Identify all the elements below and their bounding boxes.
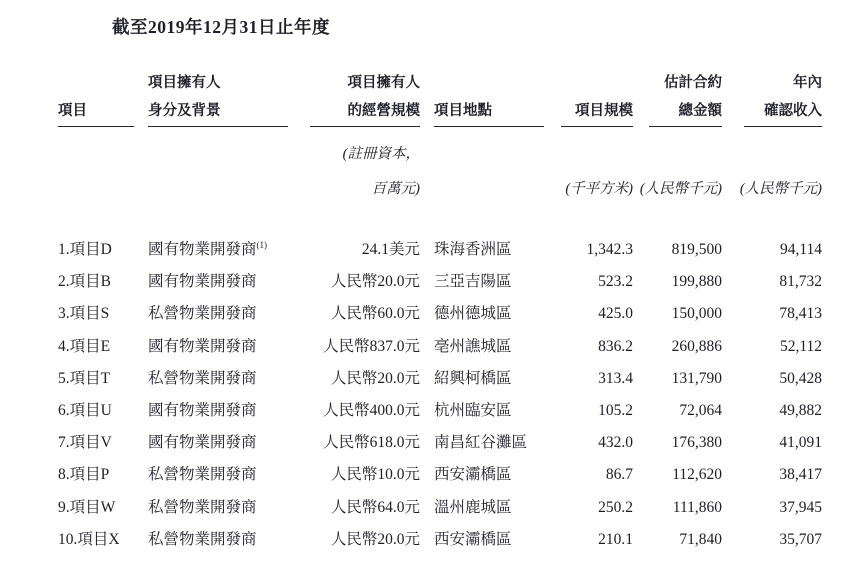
project-id-cell (58, 395, 148, 427)
scale-cell: 人民幣60.0元 (330, 305, 420, 323)
header-rule-location (434, 126, 544, 127)
revenue-cell: 78,413 (779, 305, 822, 323)
scale-cell: 人民幣20.0元 (330, 369, 420, 387)
scale-cell: 人民幣10.0元 (330, 466, 420, 484)
contract-cell: 131,790 (671, 369, 722, 387)
project-name: 項目S (69, 305, 110, 323)
location-cell: 德州德城區 (434, 305, 512, 323)
header-rule-size (561, 126, 633, 127)
contract-cell: 150,000 (671, 305, 722, 323)
col-header-revenue-line1: 年內 (793, 74, 822, 91)
owner-cell (148, 266, 298, 298)
revenue-cell: 49,882 (779, 401, 822, 419)
projects-table (58, 60, 822, 556)
contract-cell: 111,860 (672, 498, 722, 516)
location-cell: 紹興柯橋區 (434, 369, 512, 387)
contract-cell: 72,064 (679, 401, 722, 419)
revenue-cell: 81,732 (779, 273, 822, 291)
row-number: 5. (58, 369, 70, 387)
owner-cell (148, 298, 298, 330)
col-header-revenue-line2: 確認收入 (764, 102, 822, 119)
page-title: 截至2019年12月31日止年度 (112, 17, 330, 37)
project-name: 項目D (69, 241, 112, 258)
size-cell: 836.2 (598, 337, 633, 355)
subheader-contract-unit: (人民幣千元) (639, 180, 722, 197)
size-cell: 523.2 (598, 273, 633, 291)
owner-cell (148, 234, 298, 266)
project-name: 項目E (69, 337, 111, 355)
subheader-size-unit: (千平方米) (565, 180, 633, 197)
size-cell: 1,342.3 (586, 241, 633, 258)
row-number: 8. (58, 466, 70, 484)
row-number: 4. (58, 337, 70, 355)
location-cell: 西安灞橋區 (434, 530, 512, 548)
subheader-revenue-unit: (人民幣千元) (739, 180, 822, 197)
row-number: 10. (58, 530, 78, 548)
scale-cell: 24.1美元 (361, 241, 420, 258)
col-header-contract-line2: 總金額 (678, 102, 722, 119)
subheader-scale-line1: (註冊資本， (342, 145, 420, 162)
project-id-cell (58, 363, 148, 395)
header-rule-scale (310, 126, 420, 127)
col-header-owner-line1: 項目擁有人 (148, 74, 221, 91)
contract-cell: 112,620 (672, 466, 722, 484)
owner-cell (148, 363, 298, 395)
subheader-scale-line2: 百萬元) (371, 180, 420, 197)
scale-cell: 人民幣20.0元 (330, 530, 420, 548)
owner-cell (148, 331, 298, 363)
location-cell: 溫州鹿城區 (434, 498, 512, 516)
revenue-cell: 52,112 (779, 337, 822, 355)
header-rule-contract (649, 126, 722, 127)
col-header-project: 項目 (58, 102, 87, 119)
project-id-cell (58, 298, 148, 330)
owner-text: 私營物業開發商 (148, 498, 257, 516)
row-number: 2. (58, 273, 70, 291)
project-name: 項目W (69, 498, 116, 516)
size-cell: 105.2 (598, 401, 633, 419)
size-cell: 313.4 (598, 369, 633, 387)
header-rule-revenue (744, 126, 822, 127)
row-number: 6. (58, 401, 70, 419)
row-number: 7. (58, 434, 70, 452)
contract-cell: 260,886 (671, 337, 722, 355)
project-id-cell (58, 524, 148, 556)
scale-cell: 人民幣618.0元 (323, 434, 420, 452)
owner-cell (148, 459, 298, 491)
owner-text: 私營物業開發商 (148, 369, 257, 387)
project-name: 項目T (69, 369, 111, 387)
owner-text: 私營物業開發商 (148, 530, 257, 548)
col-header-size: 項目規模 (575, 102, 633, 119)
col-header-scale-line1: 項目擁有人 (347, 74, 420, 91)
project-id-cell (58, 234, 148, 266)
owner-text: 國有物業開發商 (148, 337, 257, 355)
project-id-cell (58, 331, 148, 363)
scale-cell: 人民幣837.0元 (323, 337, 420, 355)
project-name: 項目U (69, 401, 112, 419)
size-cell: 425.0 (598, 305, 633, 323)
owner-text: 國有物業開發商 (148, 434, 257, 452)
contract-cell: 71,840 (679, 530, 722, 548)
size-cell: 250.2 (598, 498, 633, 516)
project-id-cell (58, 492, 148, 524)
location-cell: 三亞吉陽區 (434, 273, 512, 291)
col-header-location: 項目地點 (434, 102, 492, 119)
col-header-scale-line2: 的經營規模 (347, 102, 420, 119)
row-number: 9. (58, 498, 70, 516)
scale-cell: 人民幣64.0元 (330, 498, 420, 516)
owner-text: 國有物業開發商 (148, 241, 257, 258)
project-name: 項目X (77, 530, 120, 548)
footnote-marker: (1) (256, 239, 268, 250)
row-number: 1. (58, 241, 70, 258)
revenue-cell: 38,417 (779, 466, 822, 484)
scale-cell: 人民幣400.0元 (323, 401, 420, 419)
location-cell: 南昌紅谷灘區 (434, 434, 528, 452)
owner-cell (148, 492, 298, 524)
contract-cell: 176,380 (671, 434, 722, 452)
scale-cell: 人民幣20.0元 (330, 273, 420, 291)
col-header-owner-line2: 身分及背景 (148, 102, 221, 119)
owner-cell (148, 524, 298, 556)
revenue-cell: 35,707 (779, 530, 822, 548)
size-cell: 432.0 (598, 434, 633, 452)
size-cell: 86.7 (605, 466, 633, 484)
revenue-cell: 94,114 (779, 241, 822, 258)
owner-text: 國有物業開發商 (148, 273, 257, 291)
project-id-cell (58, 459, 148, 491)
project-name: 項目V (69, 434, 112, 452)
owner-cell (148, 395, 298, 427)
owner-text: 國有物業開發商 (148, 401, 257, 419)
revenue-cell: 37,945 (779, 498, 822, 516)
header-rule-project (58, 126, 134, 127)
project-id-cell (58, 427, 148, 459)
project-name: 項目B (69, 273, 111, 291)
header-rule-owner (148, 126, 288, 127)
owner-text: 私營物業開發商 (148, 305, 257, 323)
location-cell: 珠海香洲區 (434, 241, 512, 258)
project-name: 項目P (69, 466, 110, 484)
location-cell: 杭州臨安區 (434, 401, 512, 419)
owner-text: 私營物業開發商 (148, 466, 257, 484)
row-number: 3. (58, 305, 70, 323)
location-cell: 西安灞橋區 (434, 466, 512, 484)
project-id-cell (58, 266, 148, 298)
location-cell: 亳州譙城區 (434, 337, 512, 355)
contract-cell: 819,500 (671, 241, 722, 258)
revenue-cell: 50,428 (779, 369, 822, 387)
size-cell: 210.1 (598, 530, 633, 548)
revenue-cell: 41,091 (779, 434, 822, 452)
owner-cell (148, 427, 298, 459)
contract-cell: 199,880 (671, 273, 722, 291)
col-header-contract-line1: 估計合約 (664, 74, 722, 91)
